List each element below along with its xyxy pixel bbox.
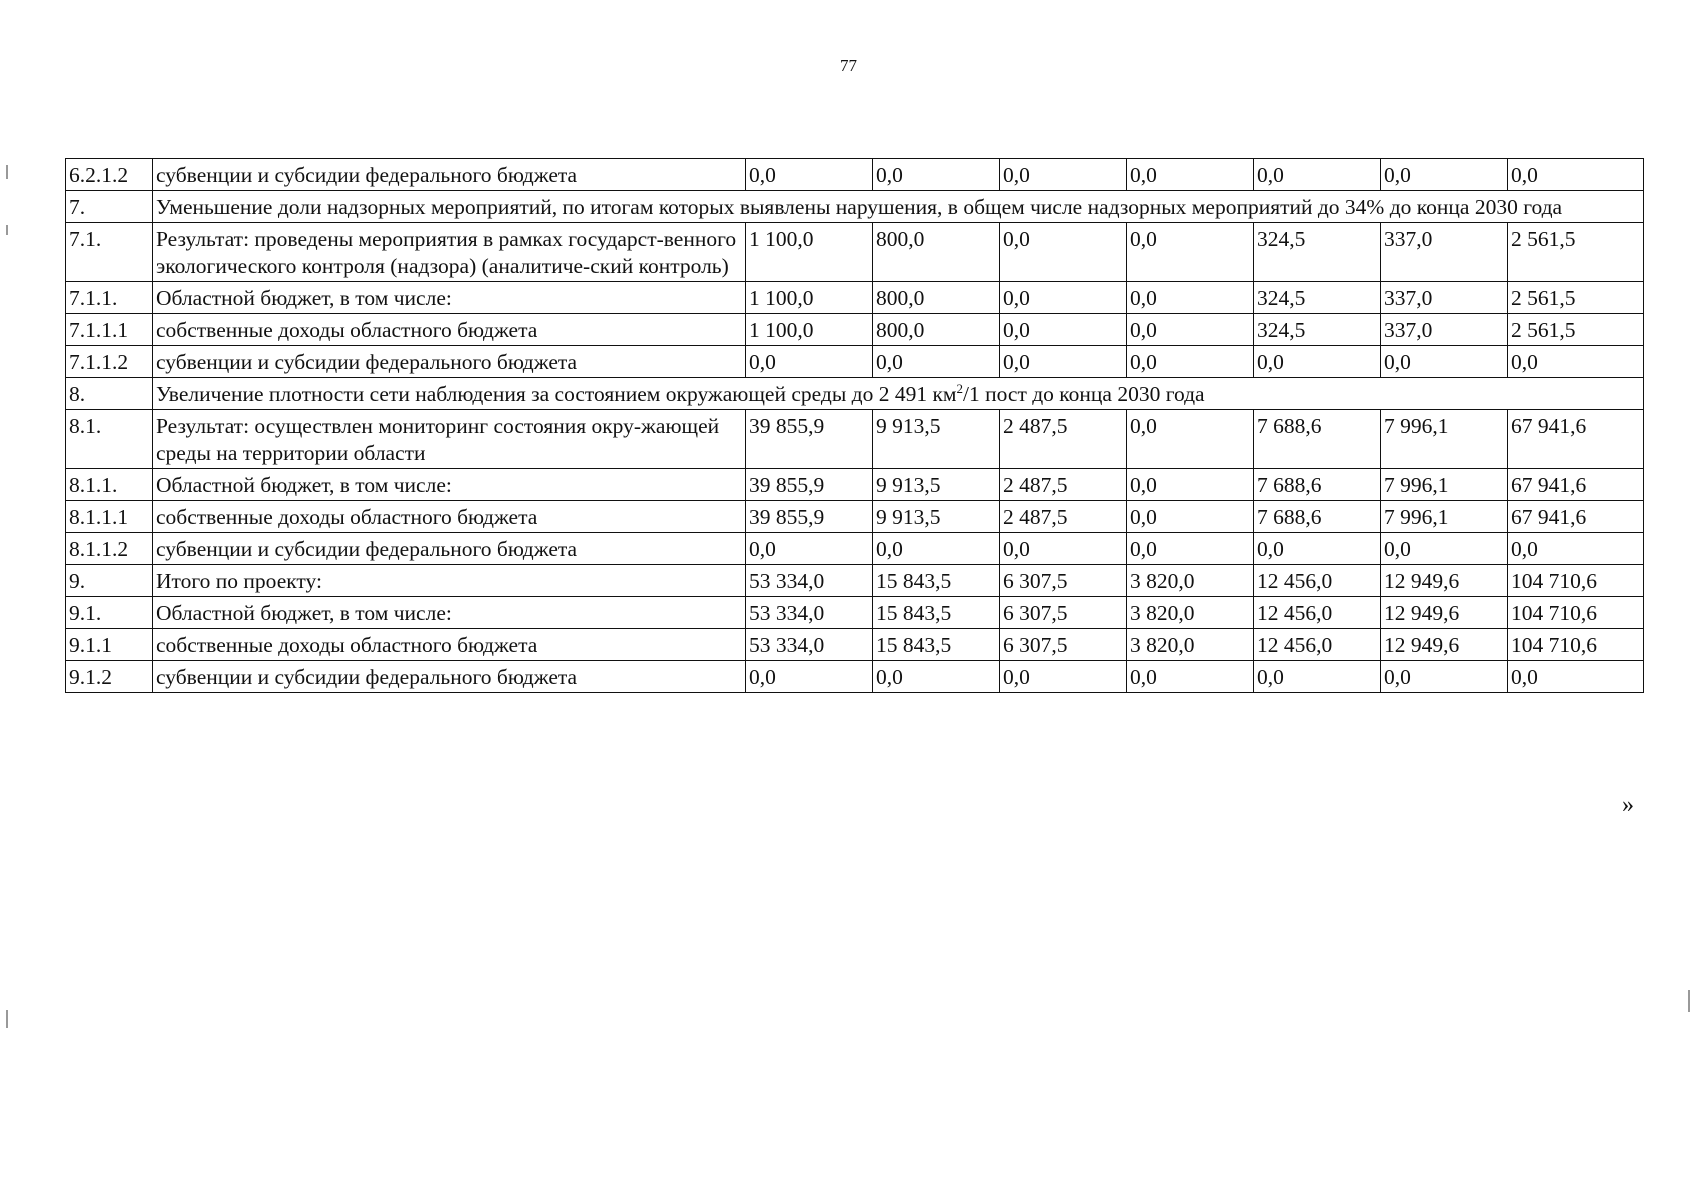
table-row bbox=[66, 282, 1644, 314]
value-cell: 0,0 bbox=[873, 159, 1000, 191]
row-code: 8. bbox=[66, 378, 153, 410]
table-row bbox=[66, 533, 1644, 565]
value-cell: 0,0 bbox=[1000, 282, 1127, 314]
section-title bbox=[153, 378, 1644, 410]
value-cell: 6 307,5 bbox=[1000, 565, 1127, 597]
row-name: Результат: осуществлен мониторинг состояния окру-жающей среды на территории области bbox=[153, 410, 746, 469]
row-code: 8.1.1.1 bbox=[66, 501, 153, 533]
value-cell: 53 334,0 bbox=[746, 565, 873, 597]
row-code: 7. bbox=[66, 191, 153, 223]
section-title-text: /1 пост до конца 2030 года bbox=[963, 382, 1205, 406]
table-row bbox=[66, 501, 1644, 533]
value-cell: 800,0 bbox=[873, 223, 1000, 282]
value-cell: 0,0 bbox=[1381, 159, 1508, 191]
value-cell: 0,0 bbox=[746, 661, 873, 693]
table-row bbox=[66, 314, 1644, 346]
value-cell: 1 100,0 bbox=[746, 223, 873, 282]
value-cell: 0,0 bbox=[1381, 661, 1508, 693]
value-cell: 0,0 bbox=[873, 533, 1000, 565]
value-cell: 7 688,6 bbox=[1254, 501, 1381, 533]
value-cell: 104 710,6 bbox=[1508, 565, 1644, 597]
value-cell: 2 561,5 bbox=[1508, 282, 1644, 314]
value-cell: 800,0 bbox=[873, 282, 1000, 314]
value-cell: 0,0 bbox=[1508, 533, 1644, 565]
scan-edge-mark bbox=[1688, 990, 1690, 1012]
value-cell: 67 941,6 bbox=[1508, 410, 1644, 469]
value-cell: 0,0 bbox=[1127, 410, 1254, 469]
scan-edge-mark bbox=[6, 165, 8, 179]
value-cell: 2 487,5 bbox=[1000, 501, 1127, 533]
table-row bbox=[66, 661, 1644, 693]
value-cell: 2 487,5 bbox=[1000, 410, 1127, 469]
value-cell: 0,0 bbox=[1127, 346, 1254, 378]
value-cell: 0,0 bbox=[746, 159, 873, 191]
value-cell: 0,0 bbox=[746, 346, 873, 378]
value-cell: 6 307,5 bbox=[1000, 597, 1127, 629]
value-cell: 800,0 bbox=[873, 314, 1000, 346]
value-cell: 0,0 bbox=[1127, 282, 1254, 314]
row-name: субвенции и субсидии федерального бюджета bbox=[153, 346, 746, 378]
value-cell: 9 913,5 bbox=[873, 469, 1000, 501]
value-cell: 0,0 bbox=[1381, 533, 1508, 565]
table-row bbox=[66, 565, 1644, 597]
row-name: Областной бюджет, в том числе: bbox=[153, 282, 746, 314]
section-row bbox=[66, 378, 1644, 410]
value-cell: 67 941,6 bbox=[1508, 469, 1644, 501]
section-row bbox=[66, 191, 1644, 223]
value-cell: 2 561,5 bbox=[1508, 314, 1644, 346]
row-code: 9.1.1 bbox=[66, 629, 153, 661]
value-cell: 0,0 bbox=[1508, 661, 1644, 693]
row-name: Итого по проекту: bbox=[153, 565, 746, 597]
row-code: 7.1.1. bbox=[66, 282, 153, 314]
budget-table bbox=[65, 158, 1644, 693]
table-row bbox=[66, 469, 1644, 501]
value-cell: 7 996,1 bbox=[1381, 410, 1508, 469]
value-cell: 0,0 bbox=[1127, 314, 1254, 346]
value-cell: 39 855,9 bbox=[746, 410, 873, 469]
value-cell: 0,0 bbox=[1254, 346, 1381, 378]
row-name: Результат: проведены мероприятия в рамках государст-венного экологического контроля (надзора) (аналитиче-ский контроль) bbox=[153, 223, 746, 282]
value-cell: 6 307,5 bbox=[1000, 629, 1127, 661]
table-row bbox=[66, 223, 1644, 282]
row-name: субвенции и субсидии федерального бюджета bbox=[153, 661, 746, 693]
value-cell: 3 820,0 bbox=[1127, 565, 1254, 597]
value-cell: 7 688,6 bbox=[1254, 410, 1381, 469]
row-code: 7.1. bbox=[66, 223, 153, 282]
row-code: 7.1.1.1 bbox=[66, 314, 153, 346]
value-cell: 12 456,0 bbox=[1254, 565, 1381, 597]
value-cell: 0,0 bbox=[1127, 501, 1254, 533]
section-title: Уменьшение доли надзорных мероприятий, по итогам которых выявлены нарушения, в общем числе надзорных мероприятий до 34% до конца 2030 года bbox=[153, 191, 1644, 223]
row-code: 6.2.1.2 bbox=[66, 159, 153, 191]
value-cell: 0,0 bbox=[1508, 346, 1644, 378]
row-name: Областной бюджет, в том числе: bbox=[153, 597, 746, 629]
value-cell: 0,0 bbox=[1254, 661, 1381, 693]
row-code: 8.1. bbox=[66, 410, 153, 469]
value-cell: 7 688,6 bbox=[1254, 469, 1381, 501]
value-cell: 53 334,0 bbox=[746, 597, 873, 629]
value-cell: 0,0 bbox=[746, 533, 873, 565]
value-cell: 3 820,0 bbox=[1127, 597, 1254, 629]
value-cell: 0,0 bbox=[1127, 661, 1254, 693]
row-name: собственные доходы областного бюджета bbox=[153, 501, 746, 533]
value-cell: 15 843,5 bbox=[873, 565, 1000, 597]
value-cell: 12 949,6 bbox=[1381, 565, 1508, 597]
value-cell: 12 949,6 bbox=[1381, 597, 1508, 629]
row-name: собственные доходы областного бюджета bbox=[153, 629, 746, 661]
page-number: 77 bbox=[840, 56, 857, 75]
row-code: 9. bbox=[66, 565, 153, 597]
section-title-text: Увеличение плотности сети наблюдения за состоянием окружающей среды до 2 491 км bbox=[156, 382, 957, 406]
closing-quote-mark: » bbox=[1622, 792, 1634, 818]
superscript: 2 bbox=[956, 380, 964, 396]
value-cell: 0,0 bbox=[873, 346, 1000, 378]
value-cell: 1 100,0 bbox=[746, 314, 873, 346]
scan-edge-mark bbox=[6, 225, 8, 235]
value-cell: 2 487,5 bbox=[1000, 469, 1127, 501]
value-cell: 337,0 bbox=[1381, 314, 1508, 346]
budget-table-body bbox=[66, 159, 1644, 693]
value-cell: 15 843,5 bbox=[873, 597, 1000, 629]
value-cell: 337,0 bbox=[1381, 282, 1508, 314]
value-cell: 0,0 bbox=[1127, 159, 1254, 191]
value-cell: 1 100,0 bbox=[746, 282, 873, 314]
value-cell: 0,0 bbox=[1000, 159, 1127, 191]
value-cell: 0,0 bbox=[1381, 346, 1508, 378]
value-cell: 15 843,5 bbox=[873, 629, 1000, 661]
value-cell: 0,0 bbox=[1000, 223, 1127, 282]
value-cell: 39 855,9 bbox=[746, 501, 873, 533]
value-cell: 0,0 bbox=[1000, 661, 1127, 693]
value-cell: 7 996,1 bbox=[1381, 501, 1508, 533]
table-row bbox=[66, 597, 1644, 629]
value-cell: 0,0 bbox=[1127, 223, 1254, 282]
value-cell: 12 456,0 bbox=[1254, 597, 1381, 629]
value-cell: 0,0 bbox=[1127, 533, 1254, 565]
value-cell: 0,0 bbox=[1127, 469, 1254, 501]
value-cell: 0,0 bbox=[873, 661, 1000, 693]
value-cell: 3 820,0 bbox=[1127, 629, 1254, 661]
value-cell: 2 561,5 bbox=[1508, 223, 1644, 282]
value-cell: 337,0 bbox=[1381, 223, 1508, 282]
value-cell: 67 941,6 bbox=[1508, 501, 1644, 533]
value-cell: 324,5 bbox=[1254, 282, 1381, 314]
value-cell: 104 710,6 bbox=[1508, 597, 1644, 629]
row-name: Областной бюджет, в том числе: bbox=[153, 469, 746, 501]
table-row bbox=[66, 346, 1644, 378]
value-cell: 9 913,5 bbox=[873, 501, 1000, 533]
value-cell: 12 456,0 bbox=[1254, 629, 1381, 661]
value-cell: 0,0 bbox=[1000, 346, 1127, 378]
value-cell: 0,0 bbox=[1000, 533, 1127, 565]
value-cell: 39 855,9 bbox=[746, 469, 873, 501]
value-cell: 0,0 bbox=[1254, 533, 1381, 565]
table-row bbox=[66, 410, 1644, 469]
row-name: субвенции и субсидии федерального бюджета bbox=[153, 159, 746, 191]
value-cell: 53 334,0 bbox=[746, 629, 873, 661]
table-row bbox=[66, 629, 1644, 661]
value-cell: 7 996,1 bbox=[1381, 469, 1508, 501]
value-cell: 324,5 bbox=[1254, 223, 1381, 282]
value-cell: 12 949,6 bbox=[1381, 629, 1508, 661]
row-name: субвенции и субсидии федерального бюджета bbox=[153, 533, 746, 565]
value-cell: 0,0 bbox=[1508, 159, 1644, 191]
value-cell: 0,0 bbox=[1254, 159, 1381, 191]
value-cell: 324,5 bbox=[1254, 314, 1381, 346]
row-code: 7.1.1.2 bbox=[66, 346, 153, 378]
table-row bbox=[66, 159, 1644, 191]
value-cell: 0,0 bbox=[1000, 314, 1127, 346]
row-code: 9.1. bbox=[66, 597, 153, 629]
row-code: 8.1.1.2 bbox=[66, 533, 153, 565]
scan-edge-mark bbox=[6, 1010, 8, 1028]
row-name: собственные доходы областного бюджета bbox=[153, 314, 746, 346]
value-cell: 9 913,5 bbox=[873, 410, 1000, 469]
row-code: 8.1.1. bbox=[66, 469, 153, 501]
value-cell: 104 710,6 bbox=[1508, 629, 1644, 661]
row-code: 9.1.2 bbox=[66, 661, 153, 693]
